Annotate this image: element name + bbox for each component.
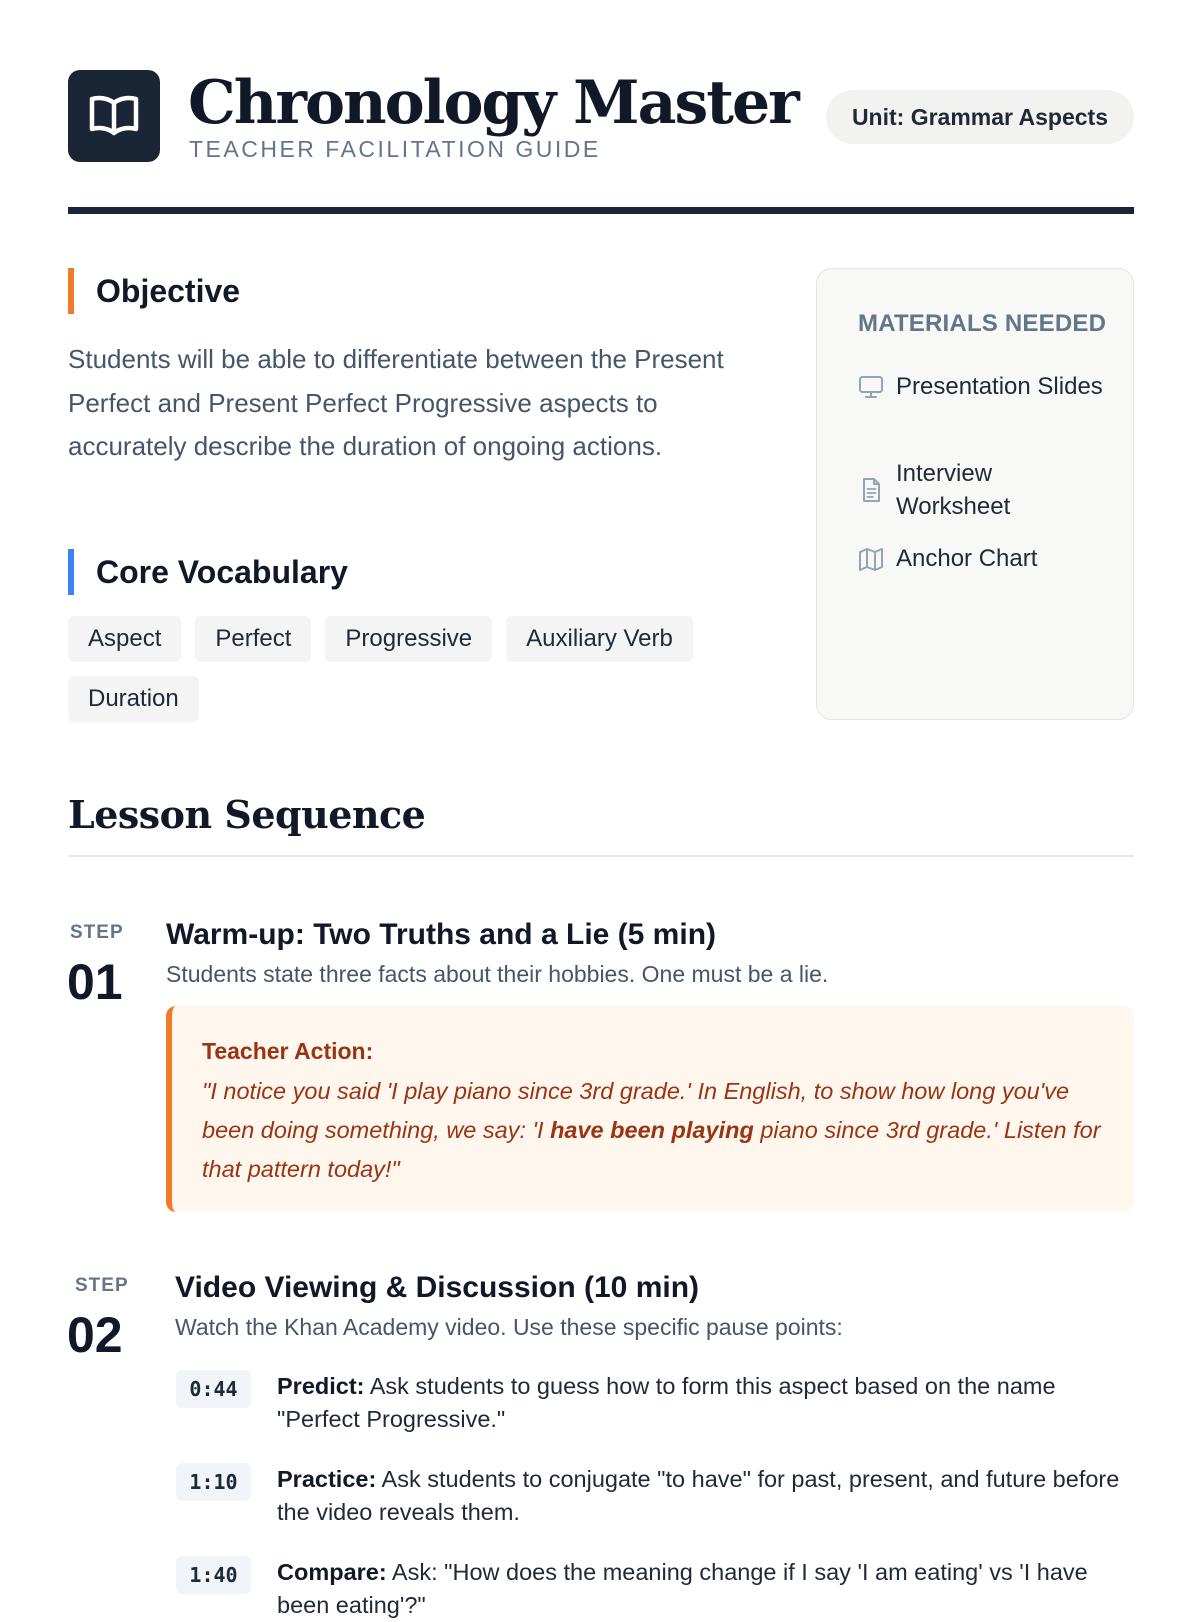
timecode-badge: 1:10 bbox=[176, 1463, 251, 1501]
pause-point-label: Compare: bbox=[277, 1559, 387, 1585]
quote-text: "I notice you said 'I play piano since 3rd grade.' In English, to show how long you've been doing something, we say: 'I bbox=[202, 1078, 1070, 1143]
step-label: STEP bbox=[75, 1275, 129, 1296]
quote-text: piano since 3rd grade.' Listen for that pattern today!" bbox=[202, 1117, 1101, 1182]
unit-badge: Unit: Grammar Aspects bbox=[826, 90, 1134, 144]
step-number: 01 bbox=[67, 954, 123, 1010]
step-description: Students state three facts about their hobbies. One must be a lie. bbox=[166, 961, 829, 987]
header-divider bbox=[68, 207, 1134, 214]
map-icon bbox=[858, 546, 884, 572]
monitor-icon bbox=[858, 374, 884, 400]
pause-point-body: Ask students to guess how to form this aspect based on the name "Perfect Progressive." bbox=[277, 1373, 1056, 1432]
material-item-anchor-chart bbox=[858, 542, 1108, 575]
timecode-badge: 1:40 bbox=[176, 1556, 251, 1594]
vocab-chip-perfect: Perfect bbox=[195, 616, 311, 662]
material-item-worksheet bbox=[858, 457, 1108, 523]
vocab-chip-progressive: Progressive bbox=[325, 616, 492, 662]
timecode-badge: 0:44 bbox=[176, 1370, 251, 1408]
lesson-sequence-heading: Lesson Sequence bbox=[68, 792, 426, 837]
lesson-sequence-divider bbox=[68, 855, 1134, 857]
open-book-icon bbox=[88, 93, 140, 139]
vocabulary-heading: Core Vocabulary bbox=[68, 549, 348, 595]
teacher-action-label: Teacher Action: bbox=[202, 1038, 374, 1064]
vocab-chip-auxiliary-verb: Auxiliary Verb bbox=[506, 616, 693, 662]
material-label: Presentation Slides bbox=[896, 373, 1103, 400]
pause-point-text bbox=[277, 1370, 1127, 1436]
logo bbox=[68, 70, 160, 162]
vocab-chip-duration: Duration bbox=[68, 676, 199, 722]
objective-heading: Objective bbox=[68, 268, 240, 314]
material-label: Anchor Chart bbox=[896, 545, 1038, 572]
page-subtitle: TEACHER FACILITATION GUIDE bbox=[189, 136, 601, 162]
pause-point-label: Practice: bbox=[277, 1466, 377, 1492]
objective-text: Students will be able to differentiate between the Present Perfect and Present Perfect Progressive aspects to accurately describe the duration of ongoing actions. bbox=[68, 344, 724, 461]
page-title: Chronology Master bbox=[188, 68, 798, 138]
quote-emphasis: have been playing bbox=[550, 1117, 754, 1143]
step-title: Video Viewing & Discussion (10 min) bbox=[175, 1271, 700, 1304]
document-icon bbox=[858, 477, 884, 503]
materials-heading: MATERIALS NEEDED bbox=[858, 310, 1107, 337]
vocab-chip-aspect: Aspect bbox=[68, 616, 181, 662]
header bbox=[68, 70, 1134, 162]
pause-point-body: Ask students to conjugate "to have" for past, present, and future before the video reveals them. bbox=[277, 1466, 1120, 1525]
teacher-action-box bbox=[166, 1006, 1134, 1212]
vocabulary-list bbox=[68, 616, 768, 722]
step-title: Warm-up: Two Truths and a Lie (5 min) bbox=[166, 918, 717, 951]
pause-point-body: Ask: "How does the meaning change if I say 'I am eating' vs 'I have been eating'?" bbox=[277, 1559, 1088, 1618]
teacher-action-quote bbox=[202, 1072, 1108, 1189]
materials-card bbox=[816, 268, 1134, 720]
pause-point-text bbox=[277, 1556, 1127, 1622]
pause-point-text bbox=[277, 1463, 1127, 1529]
step-number: 02 bbox=[67, 1307, 123, 1363]
material-item-slides bbox=[858, 370, 1108, 403]
pause-point-label: Predict: bbox=[277, 1373, 365, 1399]
step-label: STEP bbox=[70, 922, 124, 943]
step-description: Watch the Khan Academy video. Use these specific pause points: bbox=[175, 1314, 843, 1340]
material-label: Interview Worksheet bbox=[896, 460, 1011, 520]
